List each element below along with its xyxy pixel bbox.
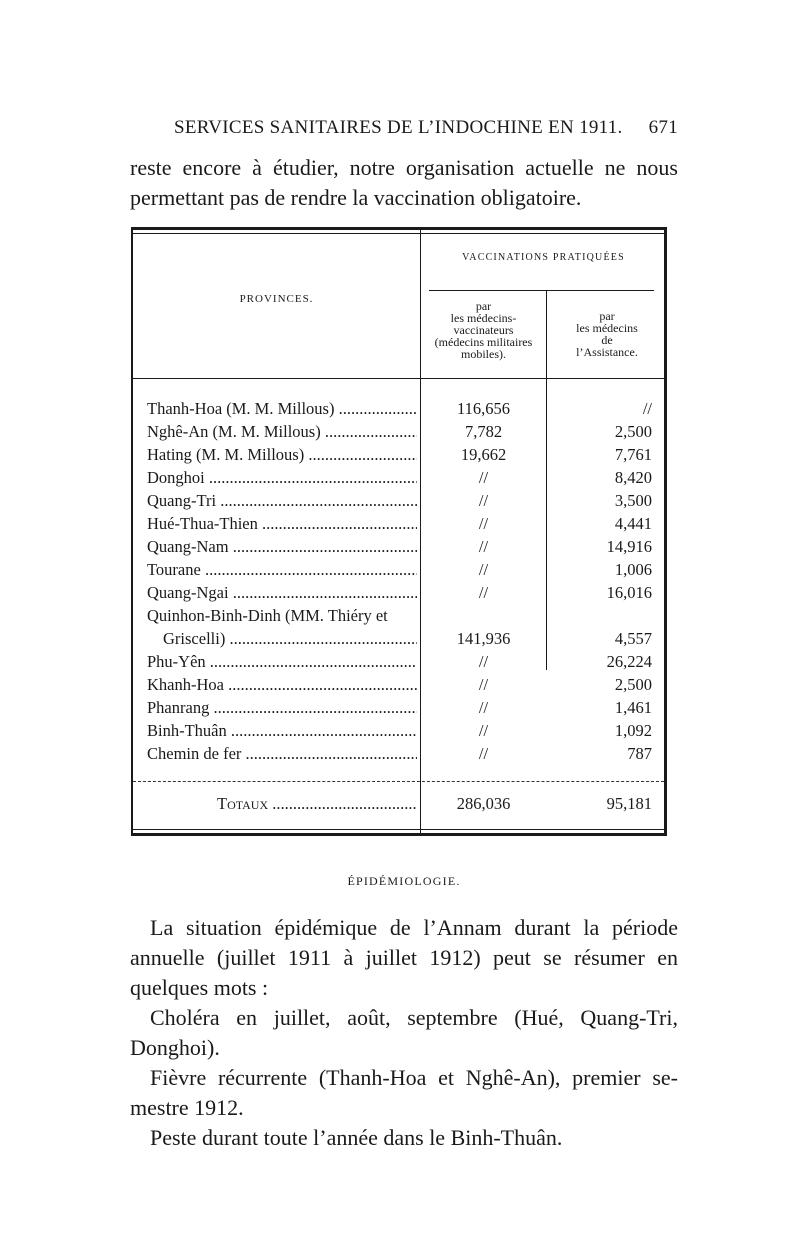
cell-medecins-assistance: 4,441 [614,514,652,533]
table-row [133,719,666,742]
province-name: Quang-Ngai ..... [147,581,417,604]
totals-label: Totaux ..... [217,792,417,816]
text-line: Peste durant toute l’année dans le Binh-Thuân. [150,1125,563,1150]
table-row [133,650,666,673]
column-header-provinces: PROVINCES. [239,293,314,305]
table-row [133,742,666,765]
table-row [133,489,666,512]
province-name-continuation: Griscelli) ..... [147,627,417,650]
table-rule [133,829,664,830]
cell-medecins-vaccinateurs: // [478,583,489,602]
cell-medecins-assistance: 14,916 [606,537,652,556]
cell-medecins-assistance: 787 [627,744,652,763]
province-name: Thanh-Hoa (M. M. Millous) ..... [147,397,417,420]
totals-rule [133,781,664,782]
province-name: Chemin de fer ..... [147,742,417,765]
province-name: Quang-Nam ..... [147,535,417,558]
page-number: 671 [648,117,678,138]
cell-medecins-assistance: 4,557 [614,629,652,648]
section-title: ÉPIDÉMIOLOGIE. [347,874,461,888]
province-name: Hating (M. M. Millous) ..... [147,443,417,466]
table-row [133,558,666,581]
vaccination-table [131,227,667,836]
total-medecins-vaccinateurs: 286,036 [456,794,511,813]
cell-medecins-assistance: 1,006 [614,560,652,579]
text-line: permettant pas de rendre la vaccination obligatoire. [130,185,582,210]
cell-medecins-vaccinateurs: // [478,698,489,717]
epidemiology-paragraph [130,913,678,1003]
province-name: Donghoi ..... [147,466,417,489]
cell-medecins-vaccinateurs: // [478,468,489,487]
totals-row [133,792,666,816]
province-name: Hué-Thua-Thien ..... [147,512,417,535]
cell-medecins-vaccinateurs: // [478,744,489,763]
table-row [133,535,666,558]
header-line: de [601,333,613,347]
header-line: (médecins militaires [434,335,533,349]
text-line: Donghoi). [130,1035,220,1060]
table-row [133,696,666,719]
text-line: quelques mots : [130,975,269,1000]
table-row [133,673,666,696]
total-medecins-assistance: 95,181 [606,794,652,813]
province-name: Phanrang ..... [147,696,417,719]
cell-medecins-vaccinateurs: // [478,560,489,579]
header-line: par [599,309,615,323]
cell-medecins-assistance: 26,224 [606,652,652,671]
table-row [133,581,666,604]
cell-medecins-vaccinateurs: // [478,675,489,694]
cell-medecins-vaccinateurs: 116,656 [456,399,510,418]
cell-medecins-vaccinateurs: // [478,537,489,556]
running-head-title: SERVICES SANITAIRES DE L’INDOCHINE EN 1911. [174,117,623,138]
text-line: annuelle (juillet 1911 à juillet 1912) peut se résumer en [130,945,678,970]
header-line: mobiles). [461,347,506,361]
cell-medecins-assistance: 7,761 [614,445,652,464]
province-name-line: Quinhon-Binh-Dinh (MM. Thiéry et [147,606,388,625]
header-line: les médecins [576,321,638,335]
province-name: Phu-Yên ..... [147,650,417,673]
column-header-medecins-assistance [547,310,667,358]
province-name: Binh-Thuân ..... [147,719,417,742]
running-head [130,117,678,147]
cell-medecins-vaccinateurs: // [478,514,489,533]
column-header-medecins-vaccinateurs [421,300,546,360]
table-row [133,420,666,443]
cholera-paragraph [130,1003,678,1063]
province-name: Nghê-An (M. M. Millous) ..... [147,420,417,443]
header-line: les médecins- [450,311,517,325]
cell-medecins-vaccinateurs: 19,662 [460,445,507,464]
cell-medecins-vaccinateurs: // [478,652,489,671]
table-body [133,397,666,765]
cell-medecins-assistance: 1,461 [614,698,652,717]
text-line: La situation épidémique de l’Annam durant la période [150,915,678,940]
cell-medecins-assistance: 16,016 [606,583,652,602]
header-line: vaccinateurs [453,323,514,337]
cell-medecins-assistance: // [642,399,652,418]
header-rule [133,378,664,379]
text-line: mestre 1912. [130,1095,244,1120]
province-name: Quang-Tri ..... [147,489,417,512]
table-row [133,397,666,420]
table-row [133,466,666,489]
group-header-rule [429,290,654,291]
cell-medecins-assistance: 8,420 [614,468,652,487]
cell-medecins-vaccinateurs: 141,936 [456,629,511,648]
text-line: Choléra en juillet, août, septembre (Hué, Quang-Tri, [150,1005,678,1030]
text-line: reste encore à étudier, notre organisation actuelle ne nous [130,155,678,180]
province-name: Tourane ..... [147,558,417,581]
table-row [133,604,666,650]
header-line: l’Assistance. [576,345,638,359]
header-line: par [475,299,492,313]
province-name: Khanh-Hoa ..... [147,673,417,696]
intro-paragraph [130,153,678,213]
group-header-vaccinations: VACCINATIONS PRATIQUÉES [462,252,625,263]
cell-medecins-vaccinateurs: // [478,491,489,510]
fever-paragraph [130,1063,678,1123]
province-name [147,604,417,650]
text-line: Fièvre récurrente (Thanh-Hoa et Nghê-An), premier se- [150,1065,678,1090]
cell-medecins-vaccinateurs: // [478,721,489,740]
cell-medecins-assistance: 2,500 [614,675,652,694]
cell-medecins-assistance: 2,500 [614,422,652,441]
cell-medecins-vaccinateurs: 7,782 [464,422,503,441]
table-row [133,443,666,466]
cell-medecins-assistance: 1,092 [614,721,652,740]
plague-paragraph [130,1123,678,1153]
table-rule [133,233,664,234]
table-row [133,512,666,535]
cell-medecins-assistance: 3,500 [614,491,652,510]
